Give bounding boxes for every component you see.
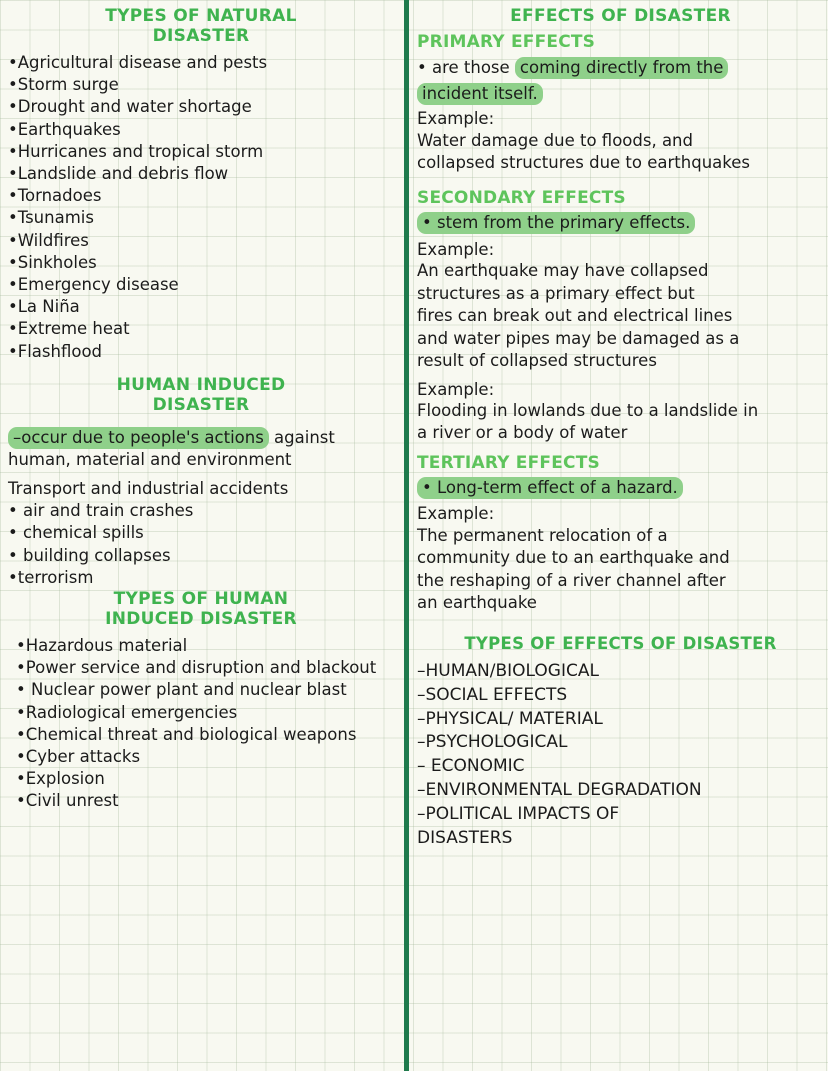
spacer: [417, 614, 824, 634]
secondary-example2-line: Flooding in lowlands due to a landslide in: [417, 400, 759, 420]
list-item: •Tsunamis: [8, 208, 94, 228]
secondary-effects-heading: SECONDARY EFFECTS: [417, 188, 626, 209]
spacer: [8, 363, 394, 375]
primary-definition-prefix: • are those: [417, 58, 515, 78]
secondary-example1-label: Example:: [417, 239, 495, 259]
tertiary-example-line: an earthquake: [417, 593, 537, 613]
types-of-effects-heading: TYPES OF EFFECTS OF DISASTER: [464, 634, 777, 654]
primary-definition-highlight-line2: incident itself.: [417, 83, 543, 105]
types-of-effects-list: [417, 660, 824, 850]
list-item: –PSYCHOLOGICAL: [417, 732, 568, 753]
tertiary-effects-definition: [417, 477, 824, 498]
secondary-example2-label: Example:: [417, 379, 495, 399]
list-item: – ECONOMIC: [417, 756, 525, 777]
list-item: •Emergency disease: [8, 274, 179, 294]
primary-example-label: Example:: [417, 109, 495, 129]
list-item: •Chemical threat and biological weapons: [16, 724, 357, 744]
transport-accidents-label: Transport and industrial accidents: [8, 478, 289, 498]
types-human-induced-list: [8, 635, 394, 813]
right-column: [411, 0, 828, 850]
types-human-induced-heading: [8, 589, 394, 629]
list-item: •Agricultural disease and pests: [8, 53, 268, 73]
list-item: • Nuclear power plant and nuclear blast: [16, 680, 347, 700]
tertiary-example-label: Example:: [417, 504, 495, 524]
natural-disaster-heading-line1: TYPES OF NATURAL: [105, 6, 297, 26]
list-item: •Storm surge: [8, 75, 119, 95]
transport-accidents-list: [8, 500, 394, 589]
list-item: •La Niña: [8, 297, 80, 317]
human-induced-heading-line2: DISASTER: [152, 394, 250, 415]
primary-example-line: Water damage due to floods, and: [417, 130, 693, 150]
list-item: –SOCIAL EFFECTS: [417, 684, 568, 705]
list-item: •Sinkholes: [8, 252, 97, 272]
list-item: •Wildfires: [8, 230, 89, 250]
list-item: •Drought and water shortage: [8, 97, 252, 117]
primary-effects-heading: PRIMARY EFFECTS: [417, 32, 596, 53]
list-item: • building collapses: [8, 545, 171, 565]
tertiary-effects-heading: TERTIARY EFFECTS: [417, 452, 600, 473]
list-item: • chemical spills: [8, 523, 144, 543]
list-item: •Civil unrest: [16, 791, 119, 811]
spacer: [417, 445, 824, 451]
human-induced-definition-line2: human, material and environment: [8, 450, 292, 470]
column-divider: [404, 0, 409, 1071]
human-induced-heading: [8, 375, 394, 415]
list-item: •Power service and disruption and blackout: [16, 658, 377, 678]
secondary-example1-line: and water pipes may be damaged as a: [417, 328, 740, 348]
secondary-effects-definition: [417, 212, 824, 233]
secondary-example2-line: a river or a body of water: [417, 423, 628, 443]
list-item: –HUMAN/BIOLOGICAL: [417, 660, 599, 681]
definition-rest: against: [268, 427, 335, 447]
natural-disaster-heading: [8, 6, 394, 46]
list-item: –PHYSICAL/ MATERIAL: [417, 708, 603, 729]
tertiary-definition-highlight: • Long-term effect of a hazard.: [417, 477, 683, 499]
list-item: •Tornadoes: [8, 186, 102, 206]
secondary-example1-line: structures as a primary effect but: [417, 283, 695, 303]
definition-highlight: –occur due to people's actions: [8, 427, 269, 449]
secondary-example1-line: result of collapsed structures: [417, 351, 657, 371]
secondary-definition-highlight: • stem from the primary effects.: [417, 212, 695, 234]
tertiary-example-line: the reshaping of a river channel after: [417, 570, 726, 590]
left-column: [0, 0, 400, 812]
human-induced-definition: [8, 427, 394, 448]
list-item: DISASTERS: [417, 827, 513, 848]
list-item: •Radiological emergencies: [16, 702, 238, 722]
list-item: –ENVIRONMENTAL DEGRADATION: [417, 779, 702, 800]
types-human-induced-heading-line2: INDUCED DISASTER: [105, 608, 297, 629]
tertiary-example-line: The permanent relocation of a: [417, 525, 668, 545]
list-item: •Landslide and debris flow: [8, 164, 229, 184]
list-item: •Flashflood: [8, 341, 103, 361]
list-item: •Hazardous material: [16, 635, 188, 655]
list-item: •Earthquakes: [8, 119, 121, 139]
list-item: •Explosion: [16, 769, 105, 789]
primary-definition-highlight-line1: coming directly from the: [515, 57, 729, 79]
list-item: •Extreme heat: [8, 319, 130, 339]
types-human-induced-heading-line1: TYPES OF HUMAN: [113, 588, 289, 609]
natural-disaster-list: [8, 52, 394, 363]
secondary-example1-line: An earthquake may have collapsed: [417, 261, 709, 281]
primary-example-line: collapsed structures due to earthquakes: [417, 153, 750, 173]
list-item: • air and train crashes: [8, 501, 194, 521]
natural-disaster-heading-line2: DISASTER: [152, 26, 250, 47]
secondary-example1-line: fires can break out and electrical lines: [417, 306, 733, 326]
tertiary-example-line: community due to an earthquake and: [417, 548, 730, 568]
list-item: •terrorism: [8, 567, 94, 587]
list-item: •Cyber attacks: [16, 746, 141, 766]
list-item: •Hurricanes and tropical storm: [8, 141, 264, 161]
effects-of-disaster-heading: EFFECTS OF DISASTER: [510, 6, 731, 26]
list-item: –POLITICAL IMPACTS OF: [417, 803, 620, 824]
spacer: [417, 174, 824, 186]
human-induced-heading-line1: HUMAN INDUCED: [116, 374, 286, 395]
primary-effects-definition: [417, 55, 824, 106]
